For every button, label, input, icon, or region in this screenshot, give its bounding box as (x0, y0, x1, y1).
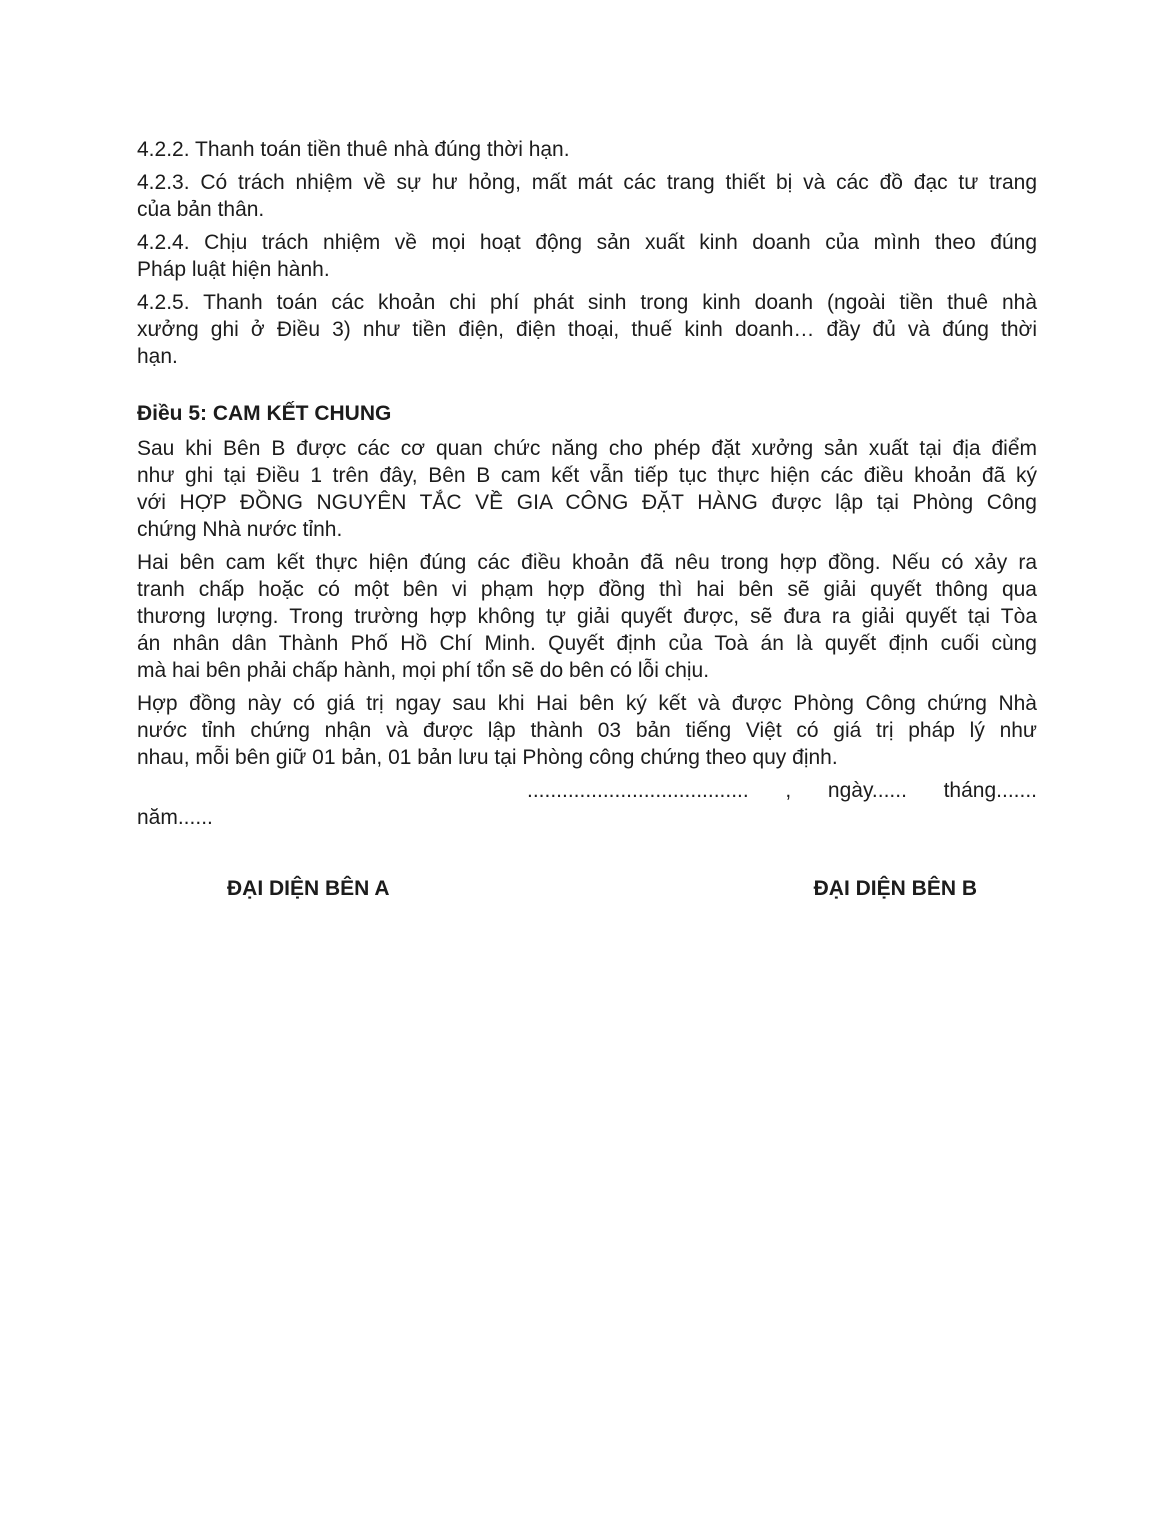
text-line: nước tỉnh chứng nhận và được lập thành 03 bản tiếng Việt có giá trị pháp lý như (137, 719, 1037, 742)
text-line: Hai bên cam kết thực hiện đúng các điều khoản đã nêu trong hợp đồng. Nếu có xảy ra (137, 551, 1037, 574)
text-line: Hợp đồng này có giá trị ngay sau khi Hai bên ký kết và được Phòng Công chứng Nhà (137, 692, 1037, 715)
clause-4-2-2 (137, 136, 1037, 163)
party-b-signature-label: ĐẠI DIỆN BÊN B (813, 877, 977, 900)
text-line: thương lượng. Trong trường hợp không tự giải quyết được, sẽ đưa ra giải quyết tại Tòa (137, 605, 1037, 628)
clause-4-2-5 (137, 289, 1037, 370)
text-line: năm...... (137, 806, 213, 829)
text-line: ...................................... , ngày...... tháng....... (527, 779, 1037, 802)
text-line: như ghi tại Điều 1 trên đây, Bên B cam kết vẫn tiếp tục thực hiện các điều khoản đã ký (137, 464, 1037, 487)
date-place-line (137, 777, 1037, 831)
text-line: 4.2.3. Có trách nhiệm về sự hư hỏng, mất mát các trang thiết bị và các đồ đạc tư trang (137, 171, 1037, 194)
text-line: của bản thân. (137, 198, 265, 221)
text-line: mà hai bên phải chấp hành, mọi phí tổn sẽ do bên có lỗi chịu. (137, 659, 710, 682)
commitment-paragraph-1 (137, 435, 1037, 543)
clause-4-2-4 (137, 229, 1037, 283)
text-line: 4.2.2. Thanh toán tiền thuê nhà đúng thời hạn. (137, 138, 570, 161)
contract-text-body (137, 136, 1037, 902)
text-line: 4.2.5. Thanh toán các khoản chi phí phát sinh trong kinh doanh (ngoài tiền thuê nhà (137, 291, 1037, 314)
text-line: xưởng ghi ở Điều 3) như tiền điện, điện thoại, thuế kinh doanh… đầy đủ và đúng thời (137, 318, 1037, 341)
text-line: nhau, mỗi bên giữ 01 bản, 01 bản lưu tại Phòng công chứng theo quy định. (137, 746, 838, 769)
text-line: Sau khi Bên B được các cơ quan chức năng cho phép đặt xưởng sản xuất tại địa điểm (137, 437, 1037, 460)
article-5-heading: Điều 5: CAM KẾT CHUNG (137, 402, 392, 425)
text-line: hạn. (137, 345, 178, 368)
text-line: 4.2.4. Chịu trách nhiệm về mọi hoạt động sản xuất kinh doanh của mình theo đúng (137, 231, 1037, 254)
commitment-paragraph-3 (137, 690, 1037, 771)
clause-4-2-3 (137, 169, 1037, 223)
text-line: tranh chấp hoặc có một bên vi phạm hợp đồng thì hai bên sẽ giải quyết thông qua (137, 578, 1037, 601)
text-line: Pháp luật hiện hành. (137, 258, 330, 281)
party-a-signature-label: ĐẠI DIỆN BÊN A (227, 877, 390, 900)
text-line: án nhân dân Thành Phố Hồ Chí Minh. Quyết định của Toà án là quyết định cuối cùng (137, 632, 1037, 655)
commitment-paragraph-2 (137, 549, 1037, 684)
text-line: với HỢP ĐỒNG NGUYÊN TẮC VỀ GIA CÔNG ĐẶT HÀNG được lập tại Phòng Công (137, 491, 1037, 514)
text-line: chứng Nhà nước tỉnh. (137, 518, 343, 541)
signature-row (137, 875, 1037, 902)
